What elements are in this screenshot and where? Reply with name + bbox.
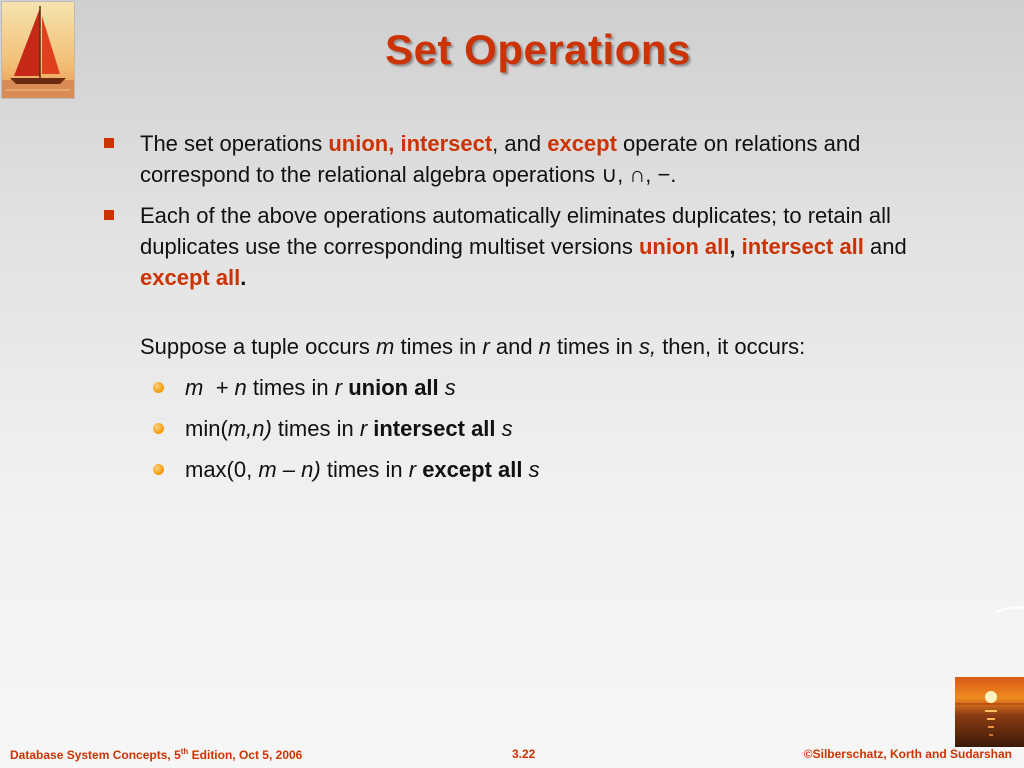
- square-bullet-icon: [104, 138, 114, 148]
- keyword-intersect-all: intersect all: [741, 234, 864, 259]
- keyword-except: except: [547, 131, 617, 156]
- subitem-except-all: max(0, m – n) times in r except all s: [104, 454, 954, 485]
- bullet-set-operations: The set operations union, intersect, and except operate on relations and correspond to the relational algebra operations ∪, ∩, −.: [104, 128, 954, 190]
- sunset-image-icon: [955, 677, 1024, 747]
- page-title: Set Operations: [385, 26, 691, 73]
- subitem-union-all: m + n times in r union all s: [104, 372, 954, 403]
- bullet-duplicates: Each of the above operations automatically eliminates duplicates; to retain all duplicates use the corresponding multiset versions union all, intersect all and except all.: [104, 200, 954, 293]
- keyword-union: union: [328, 131, 389, 156]
- slide-body: [104, 128, 954, 495]
- footer-page-number: 3.22: [512, 747, 536, 761]
- footer-copyright: ©Silberschatz, Korth and Sudarshan: [803, 747, 1012, 761]
- round-bullet-icon: [153, 464, 164, 475]
- keyword-intersect: intersect: [400, 131, 493, 156]
- keyword-except-all: except all: [140, 265, 241, 290]
- footer-book-title: Database System Concepts, 5th Edition, Oct 5, 2006: [10, 747, 303, 762]
- subitem-intersect-all: min(m,n) times in r intersect all s: [104, 413, 954, 444]
- square-bullet-icon: [104, 210, 114, 220]
- keyword-union-all: union all: [638, 234, 730, 259]
- decorative-swoosh-icon: [996, 606, 1024, 614]
- round-bullet-icon: [153, 423, 164, 434]
- suppose-paragraph: Suppose a tuple occurs m times in r and n times in s, then, it occurs:: [140, 334, 806, 359]
- round-bullet-icon: [153, 382, 164, 393]
